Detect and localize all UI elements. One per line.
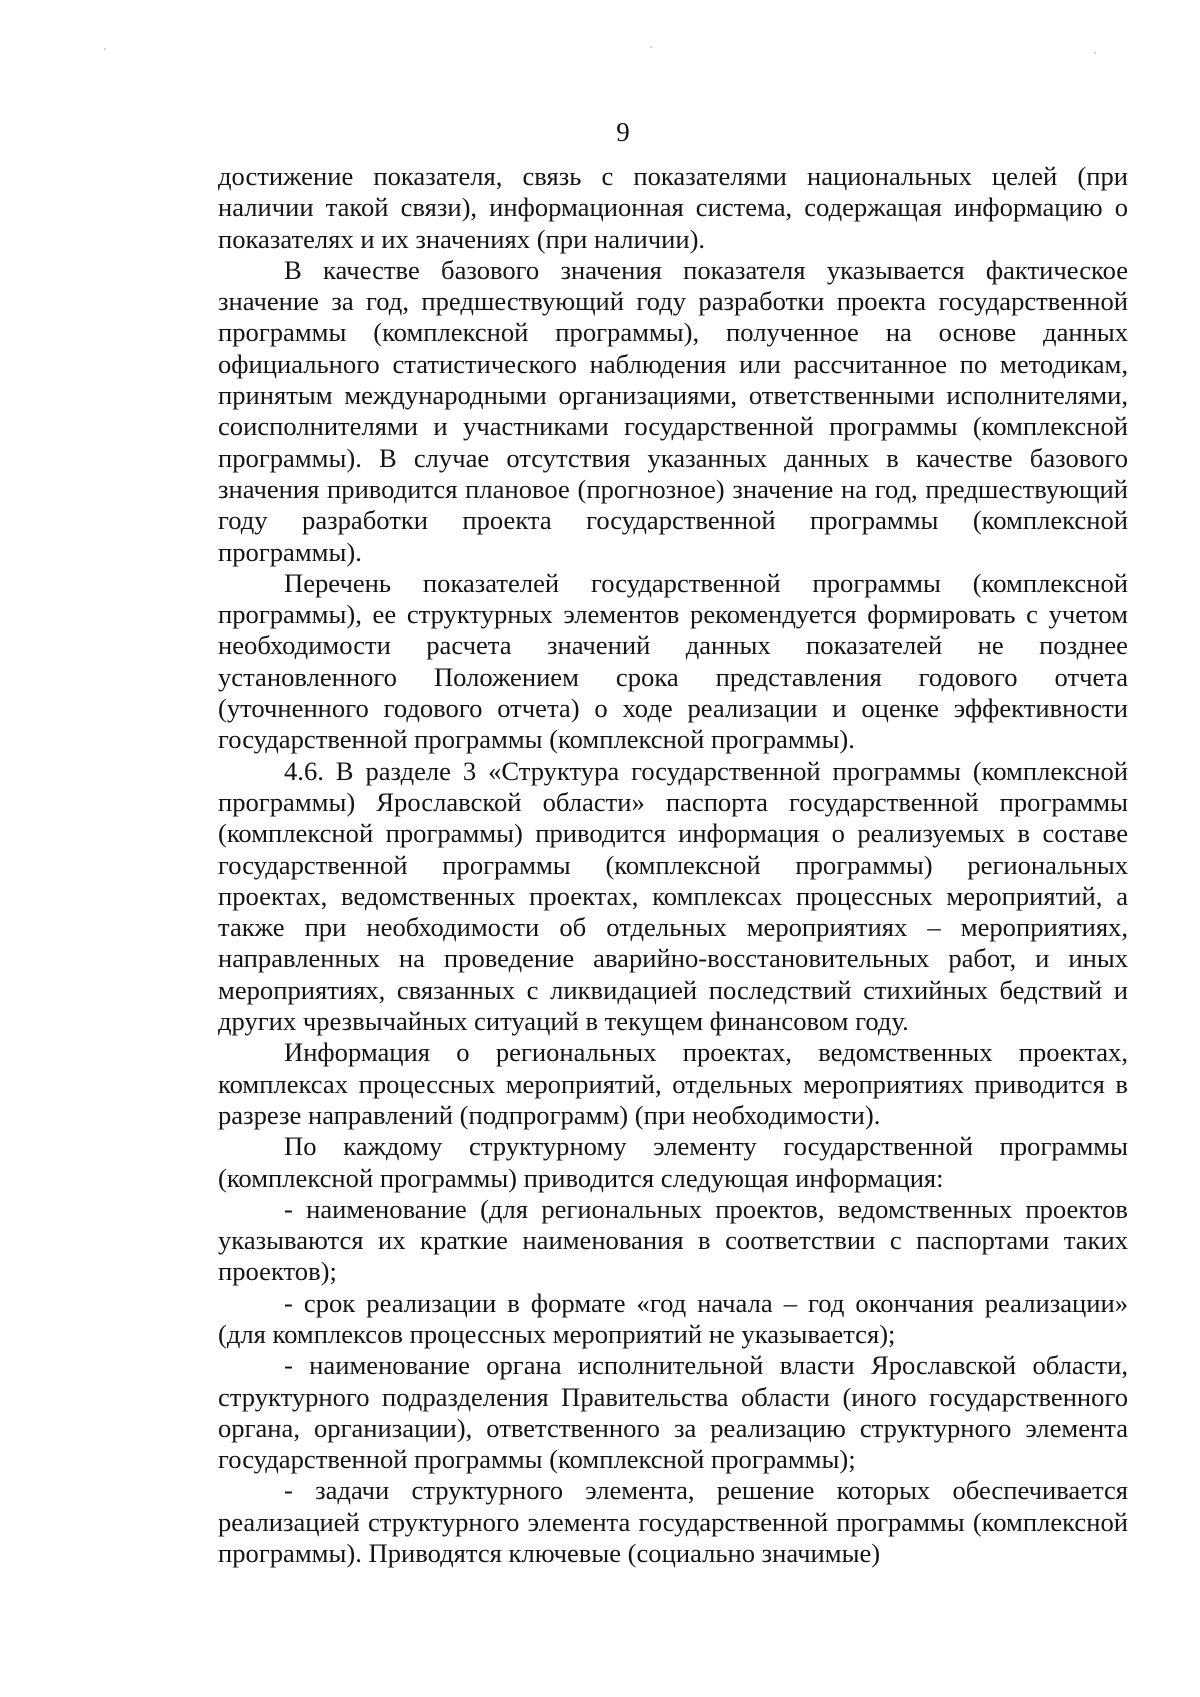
page-number: 9 xyxy=(616,117,630,147)
list-item-tasks: - задачи структурного элемента, решение которых обеспечивается реализацией структурного элемента государственной программы (комплексной программы). Приводятся ключевые (социально значимые) xyxy=(218,1475,1128,1569)
paragraph-indicator-list: Перечень показателей государственной программы (комплексной программы), ее структурных элементов рекомендуется формировать с учетом необходимости расчета значений данных показателей не позднее установленного Положением срока представления годового отчета (уточненного годового отчета) о ходе реализации и оценке эффективности государственной программы (комплексной программы). xyxy=(218,567,1128,755)
list-item-term: - срок реализации в формате «год начала – год окончания реализации» (для комплексов процессных мероприятий не указывается); xyxy=(218,1287,1128,1349)
scan-speck xyxy=(650,46,652,48)
list-item-responsible-body: - наименование органа исполнительной власти Ярославской области, структурного подразделения Правительства области (иного государственного органа, организации), ответственного за реализацию структурного элемента государственной программы (комплексной программы); xyxy=(218,1350,1128,1475)
paragraph-base-value: В качестве базового значения показателя указывается фактическое значение за год, предшествующий году разработки проекта государственной программы (комплексной программы), полученное на основе данных официального статистического наблюдения или рассчитанное по методикам, принятым международными организациями, ответственными исполнителями, соисполнителями и участниками государственной программы (комплексной программы). В случае отсутствия указанных данных в качестве базового значения приводится плановое (прогнозное) значение на год, предшествующий году разработки проекта государственной программы (комплексной программы). xyxy=(218,254,1128,567)
paragraph-section-3-structure: 4.6. В разделе 3 «Структура государственной программы (комплексной программы) Ярославской области» паспорта государственной программы (комплексной программы) приводится информация о реализуемых в составе государственной программы (комплексной программы) региональных проектах, ведомственных проектах, комплексах процессных мероприятий, а также при необходимости об отдельных мероприятиях – мероприятиях, направленных на проведение аварийно-восстановительных работ, и иных мероприятиях, связанных с ликвидацией последствий стихийных бедствий и других чрезвычайных ситуаций в текущем финансовом году. xyxy=(218,755,1128,1037)
list-item-name: - наименование (для региональных проектов, ведомственных проектов указываются их краткие наименования в соответствии с паспортами таких проектов); xyxy=(218,1193,1128,1287)
paragraph-structural-element-info: По каждому структурному элементу государственной программы (комплексной программы) приводится следующая информация: xyxy=(218,1131,1128,1193)
scan-speck xyxy=(104,48,106,50)
paragraph-indicator-attributes: достижение показателя, связь с показателями национальных целей (при наличии такой связи), информационная система, содержащая информацию о показателях и их значениях (при наличии). xyxy=(218,161,1128,254)
scan-speck xyxy=(1094,52,1096,54)
document-body xyxy=(218,161,1128,1569)
paragraph-projects-info: Информация о региональных проектах, ведомственных проектах, комплексах процессных мероприятий, отдельных мероприятиях приводится в разрезе направлений (подпрограмм) (при необходимости). xyxy=(218,1037,1128,1130)
